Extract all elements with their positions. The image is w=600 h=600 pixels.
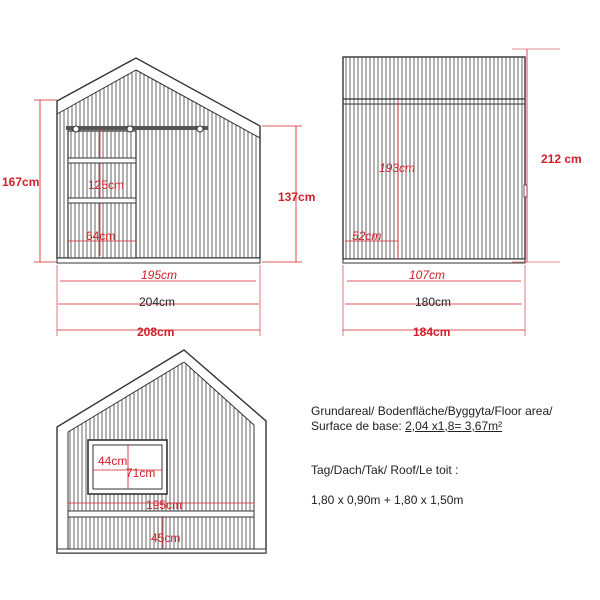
surface-value: 2,04 x1,8= 3,67m²: [405, 419, 503, 433]
side-floor: [343, 259, 525, 263]
back-inner-width-label: 195cm: [146, 498, 183, 512]
door-height-label: 125cm: [88, 178, 125, 192]
side-inner-height-label: 193cm: [379, 161, 416, 175]
side-hinge: [524, 185, 527, 197]
side-offset-label: 52cm: [352, 229, 382, 243]
side-base-width-label: 180cm: [415, 295, 452, 309]
surface-line: [311, 419, 591, 434]
side-inner-width-label: 107cm: [409, 268, 446, 282]
side-total-width-label: 184cm: [413, 325, 451, 339]
wall-height-label: 137cm: [278, 190, 316, 204]
window-width-label: 71cm: [126, 466, 156, 480]
back-floor: [57, 549, 266, 553]
door-rail: [66, 126, 208, 130]
front-view: [2, 58, 315, 339]
door-width-label: 64cm: [86, 229, 116, 243]
floor-area-label: Grundareal/ Bodenfläche/Byggyta/Floor area/: [311, 404, 553, 418]
front-base-width-label: 204cm: [139, 295, 176, 309]
floor-area-note: [311, 404, 591, 434]
side-height-label: 212 cm: [541, 152, 582, 166]
roof-value: 1,80 x 0,90m + 1,80 x 1,50m: [311, 493, 464, 507]
side-view: [343, 49, 582, 339]
front-floor: [57, 258, 260, 263]
roof-label: Tag/Dach/Tak/ Roof/Le toit :: [311, 463, 459, 477]
back-base-height-label: 45cm: [151, 531, 181, 545]
front-height-label: 167cm: [2, 175, 40, 189]
front-inner-width-label: 195cm: [141, 268, 178, 282]
front-total-width-label: 208cm: [137, 325, 175, 339]
window-height-label: 44cm: [98, 454, 128, 468]
surface-prefix: Surface de base:: [311, 419, 406, 433]
back-view: [57, 350, 266, 553]
